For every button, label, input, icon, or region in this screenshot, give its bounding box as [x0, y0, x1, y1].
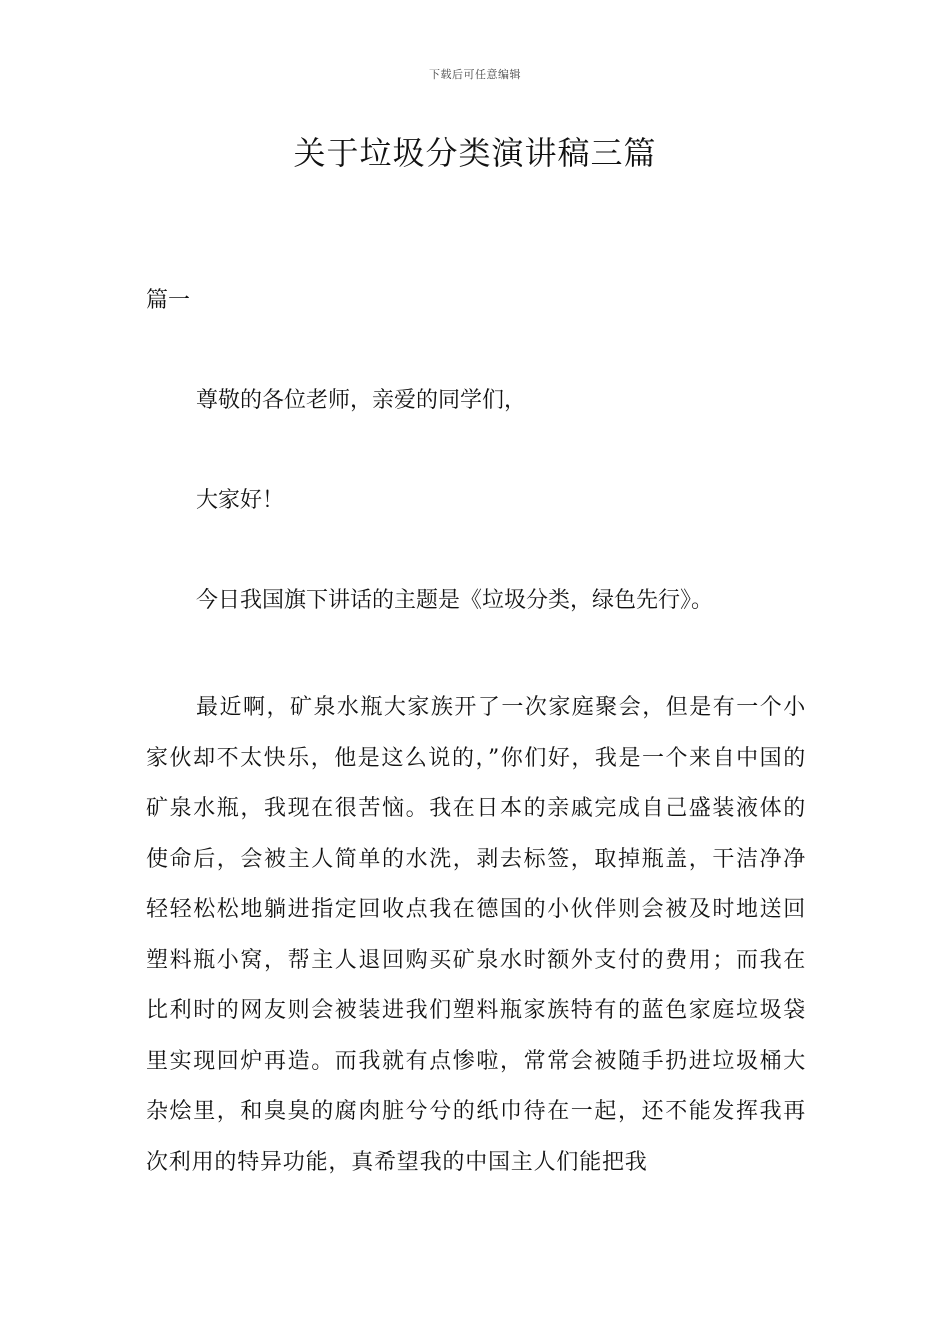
topic-paragraph: 今日我国旗下讲话的主题是《垃圾分类，绿色先行》。	[196, 588, 714, 613]
document-title: 关于垃圾分类演讲稿三篇	[293, 134, 657, 172]
header-note: 下载后可任意编辑	[429, 68, 521, 81]
story-paragraph: 最近啊，矿泉水瓶大家族开了一次家庭聚会，但是有一个小家伙却不太快乐，他是这么说的，”你们好，我是一个来自中国的矿泉水瓶，我现在很苦恼。我在日本的亲戚完成自己盛装液体的使命后，会被主人简单的水洗，剥去标签，取掉瓶盖，干洁净净轻轻松松地躺进指定回收点我在德国的小伙伴则会被及时地送回塑料瓶小窝，帮主人退回购买矿泉水时额外支付的费用；而我在比利时的网友则会被装进我们塑料瓶家族特有的蓝色家庭垃圾袋里实现回炉再造。而我就有点惨啦，常常会被随手扔进垃圾桶大杂烩里，和臭臭的腐肉脏兮兮的纸巾待在一起，还不能发挥我再次利用的特异功能，真希望我的中国主人们能把我	[146, 695, 806, 1175]
hello-paragraph: 大家好！	[196, 488, 285, 513]
greeting-paragraph: 尊敬的各位老师，亲爱的同学们，	[196, 388, 527, 413]
section-label: 篇一	[146, 288, 191, 313]
